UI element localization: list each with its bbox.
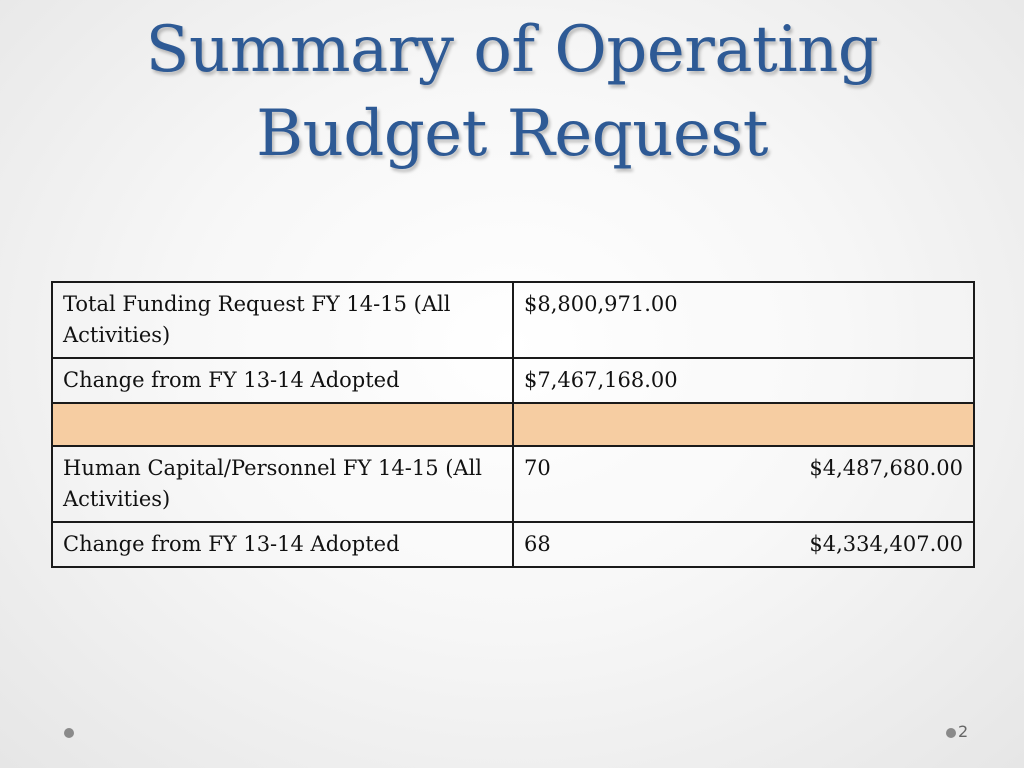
table-row <box>52 522 974 567</box>
row-values <box>513 522 974 567</box>
row-amount: $4,334,407.00 <box>809 532 963 556</box>
row-label: Change from FY 13-14 Adopted <box>52 522 513 567</box>
table-row <box>52 446 974 522</box>
budget-summary-table <box>51 281 975 568</box>
slide-title-line-1: Summary of Operating <box>145 13 879 87</box>
slide-title-line-2: Budget Request <box>256 97 768 171</box>
slide-title <box>0 8 1024 176</box>
table-row <box>52 282 974 358</box>
page-number: 2 <box>958 722 969 741</box>
row-amount <box>513 403 974 446</box>
row-amount: $8,800,971.00 <box>513 282 974 358</box>
row-count: 70 <box>524 456 551 480</box>
row-amount: $4,487,680.00 <box>809 456 963 480</box>
row-count: 68 <box>524 532 551 556</box>
footer-bullet-icon <box>64 728 74 738</box>
table-row-separator <box>52 403 974 446</box>
table-row <box>52 358 974 403</box>
row-label <box>52 403 513 446</box>
footer-bullet-icon <box>946 728 956 738</box>
row-label: Total Funding Request FY 14-15 (All Activities) <box>52 282 513 358</box>
row-label: Human Capital/Personnel FY 14-15 (All Activities) <box>52 446 513 522</box>
row-values <box>513 446 974 522</box>
row-label: Change from FY 13-14 Adopted <box>52 358 513 403</box>
row-amount: $7,467,168.00 <box>513 358 974 403</box>
